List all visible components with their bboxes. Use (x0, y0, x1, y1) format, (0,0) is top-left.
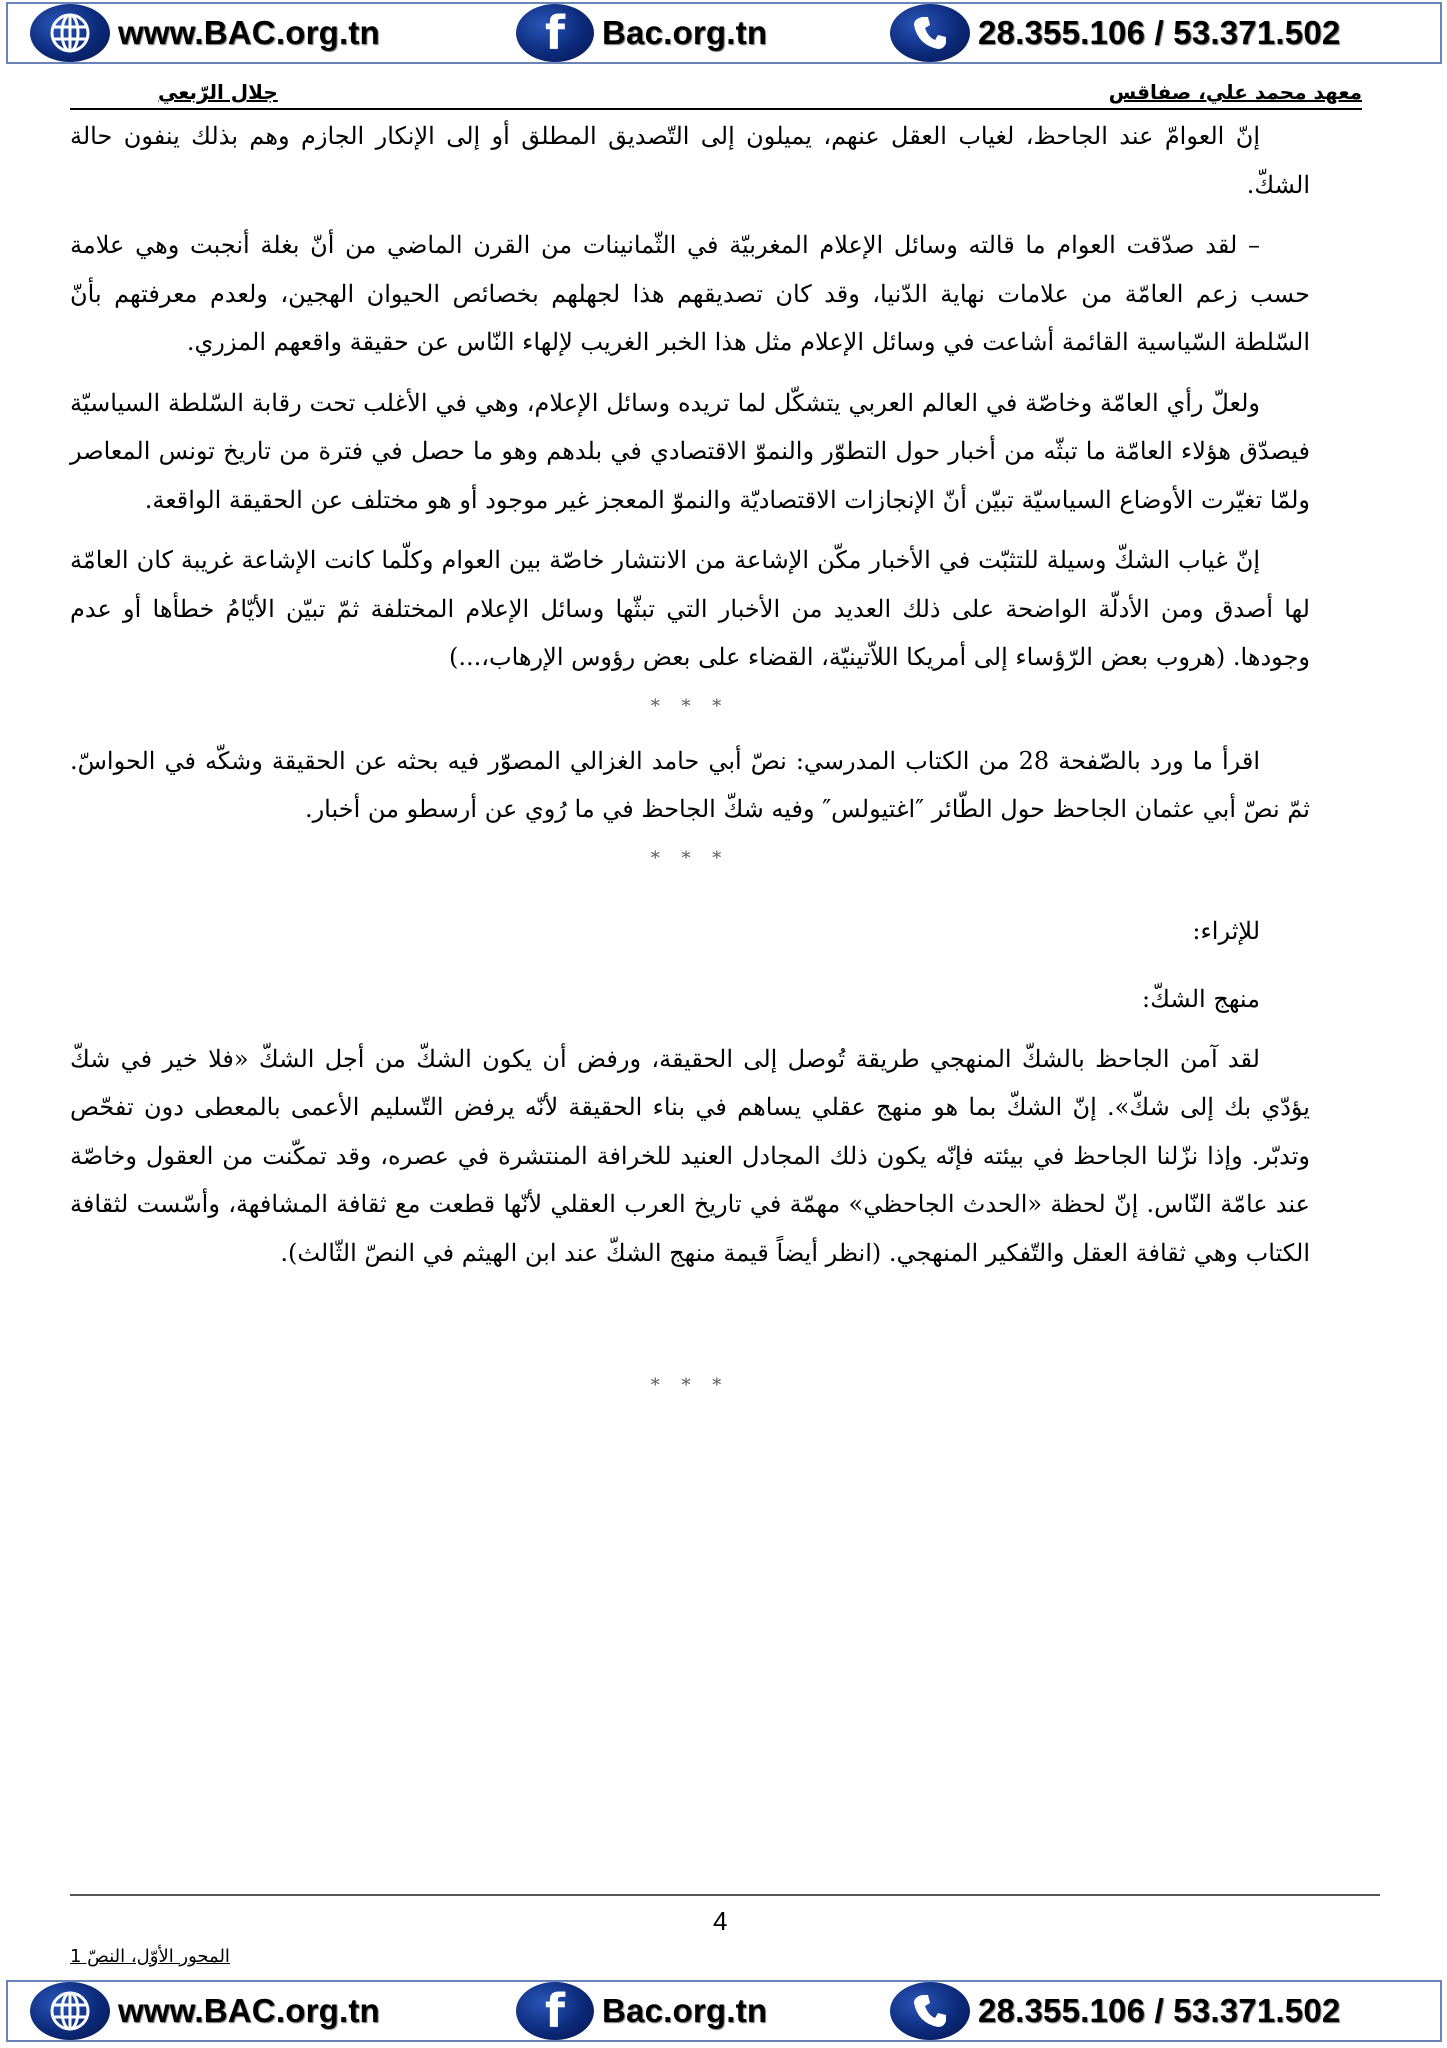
paragraph-2: – لقد صدّقت العوام ما قالته وسائل الإعلام المغربيّة في الثّمانينات من القرن الماضي من أنّ بغلة أنجبت وهي علامة حسب زعم العامّة من علامات نهاية الدّنيا، وقد كان تصديقهم هذا لجهلهم بخصائص الحيوان الهجين، ولعدم معرفتهم بأنّ السّلطة السّياسية القائمة أشاعت في وسائل الإعلام مثل هذا الخبر الغريب لإلهاء النّاس عن حقيقة واقعهم المزري. (70, 231, 1310, 356)
top-banner (6, 2, 1442, 64)
facebook-link[interactable] (516, 4, 767, 62)
globe-icon (30, 4, 110, 62)
document-body (70, 112, 1310, 1416)
author-name: جلال الرّبعي (158, 80, 278, 104)
running-header (70, 80, 1362, 110)
section-separator: * * * (650, 1375, 730, 1396)
globe-icon (30, 1982, 110, 2040)
school-name: معهد محمد علي، صفاقس (1108, 80, 1362, 104)
phone-text: 28.355.106 / 53.371.502 (978, 14, 1341, 51)
section-separator: * * * (650, 695, 730, 717)
facebook-text: Bac.org.tn (602, 14, 768, 51)
footer-divider (70, 1894, 1380, 1896)
paragraph-1: إنّ العوامّ عند الجاحظ، لغياب العقل عنهم، يميلون إلى التّصديق المطلق أو إلى الإنكار الجازم وهم بذلك ينفون حالة الشكّ. (70, 122, 1310, 199)
website-link[interactable] (30, 1982, 380, 2040)
facebook-icon: f (516, 1982, 594, 2040)
facebook-link[interactable] (516, 1982, 767, 2040)
facebook-icon: f (516, 4, 594, 62)
enrichment-subheading: منهج الشكّ: (1142, 984, 1260, 1013)
website-text: www.BAC.org.tn (118, 1992, 380, 2029)
enrichment-heading: للإثراء: (1192, 916, 1260, 945)
phone-link[interactable] (890, 4, 1340, 62)
section-label: المحور الأوّل، النصّ 1 (70, 1946, 230, 1967)
phone-icon (890, 4, 970, 62)
section-separator: * * * (650, 847, 730, 869)
facebook-text: Bac.org.tn (602, 1992, 768, 2029)
bottom-banner (6, 1980, 1442, 2042)
paragraph-3: ولعلّ رأي العامّة وخاصّة في العالم العربي يتشكّل لما تريده وسائل الإعلام، وهي في الأغلب تحت رقابة السّلطة السياسيّة فيصدّق هؤلاء العامّة ما تبثّه من أخبار حول التطوّر والنموّ الاقتصادي في بلدهم وهو ما حصل في فترة من تاريخ تونس المعاصر ولمّا تغيّرت الأوضاع السياسيّة تبيّن أنّ الإنجازات الاقتصاديّة والنموّ المعجز غير موجود أو هو مختلف عن الحقيقة الواقعة. (70, 388, 1310, 514)
phone-link[interactable] (890, 1982, 1340, 2040)
phone-icon (890, 1982, 970, 2040)
paragraph-4: إنّ غياب الشكّ وسيلة للتثبّت في الأخبار مكّن الإشاعة من الانتشار خاصّة بين العوام وكلّما كانت الإشاعة غريبة كان العامّة لها أصدق ومن الأدلّة الواضحة على ذلك العديد من الأخبار التي تبثّها وسائل الإعلام المختلفة ثمّ تبيّن الأيّامُ خطأها أو عدم وجودها. (هروب بعض الرّؤساء إلى أمريكا اللاّتينيّة، القضاء على بعض رؤوس الإرهاب،...) (70, 546, 1310, 671)
reading-note: اقرأ ما ورد بالصّفحة 28 من الكتاب المدرسي: نصّ أبي حامد الغزالي المصوّر فيه بحثه عن الحقيقة وشكّه في الحواسّ. ثمّ نصّ أبي عثمان الجاحظ حول الطّائر ″اغتيولس″ وفيه شكّ الجاحظ في ما رُوي عن أرسطو من أخبار. (70, 746, 1310, 823)
phone-text: 28.355.106 / 53.371.502 (978, 1992, 1341, 2029)
website-text: www.BAC.org.tn (118, 14, 380, 51)
enrichment-text: لقد آمن الجاحظ بالشكّ المنهجي طريقة تُوصل إلى الحقيقة، ورفض أن يكون الشكّ من أجل الشكّ «فلا خير في شكّ يؤدّي بك إلى شكّ». إنّ الشكّ بما هو منهج عقلي يساهم في بناء الحقيقة لأنّه يرفض التّسليم الأعمى بالمعطى دون تفحّص وتدبّر. وإذا نزّلنا الجاحظ في بيئته فإنّه يكون ذلك المجادل العنيد للخرافة المنتشرة في عصره، وقد تمكّنت من العقول وخاصّة عند عامّة النّاس. إنّ لحظة «الحدث الجاحظي» مهمّة في تاريخ العرب العقلي لأنّها قطعت مع ثقافة المشافهة، وأسّست لثقافة الكتاب وهي ثقافة العقل والتّفكير المنهجي. (انظر أيضاً قيمة منهج الشكّ عند ابن الهيثم في النصّ الثّالث). (70, 1044, 1310, 1267)
page-number: 4 (713, 1906, 728, 1936)
website-link[interactable] (30, 4, 380, 62)
